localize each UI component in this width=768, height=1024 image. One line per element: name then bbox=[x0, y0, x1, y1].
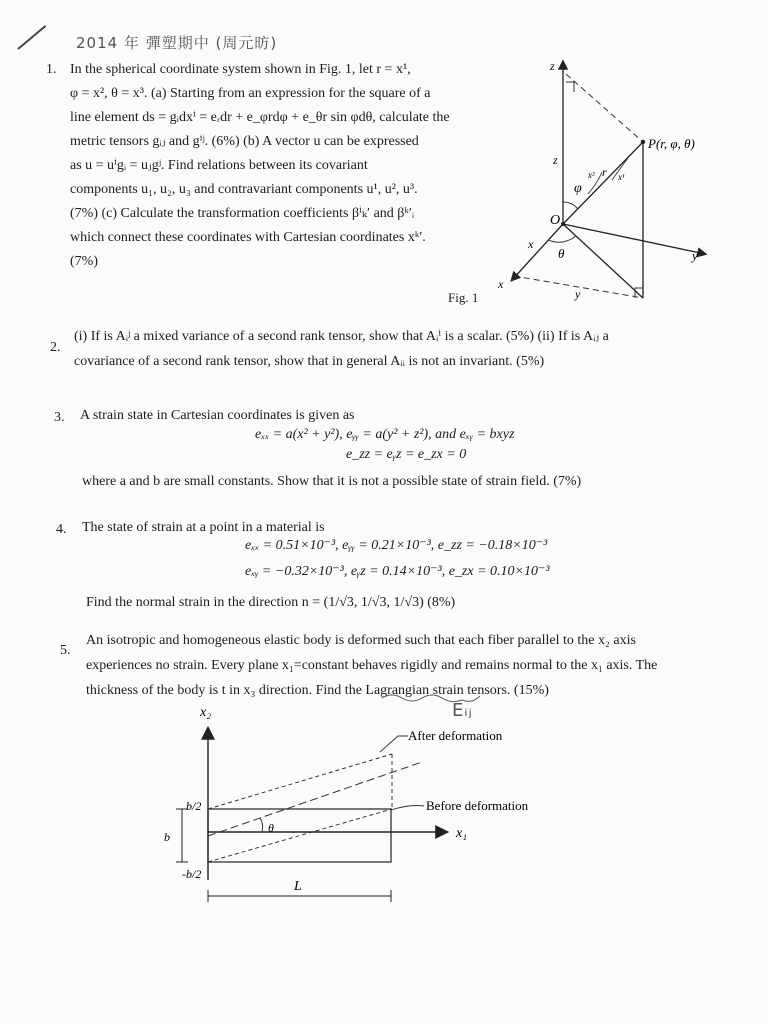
question-5-line: experiences no strain. Every plane x₁=constant behaves rigidly and remains normal to the x₁ axis. The bbox=[86, 658, 658, 673]
question-4-intro: The state of strain at a point in a material is bbox=[82, 520, 325, 535]
fig5-x2-label: x₂ bbox=[200, 705, 212, 720]
fig1-r-label: r bbox=[602, 165, 607, 179]
fig1-theta-label: θ bbox=[558, 246, 565, 261]
fig5-bottom-label: -b/2 bbox=[182, 867, 202, 881]
question-1-line: metric tensors gᵢⱼ and gⁱʲ. (6%) (b) A vector u can be expressed bbox=[70, 134, 419, 149]
question-1-line: as u = uⁱgᵢ = uⱼgʲ. Find relations between its covariant bbox=[70, 158, 368, 173]
figure-1-caption: Fig. 1 bbox=[448, 290, 479, 305]
question-5-line: An isotropic and homogeneous elastic body is deformed such that each fiber parallel to the x₂ axis bbox=[86, 633, 636, 648]
question-1-line: In the spherical coordinate system shown in Fig. 1, let r = x¹, bbox=[70, 62, 411, 77]
fig1-origin-label: O bbox=[550, 213, 561, 228]
question-1-line: (7%) bbox=[70, 254, 98, 269]
question-3-number: 3. bbox=[54, 410, 65, 425]
fig1-z-side-label: z bbox=[553, 153, 558, 167]
fig5-after-label: After deformation bbox=[408, 728, 503, 743]
fig1-point-label: P(r, φ, θ) bbox=[648, 136, 695, 151]
fig1-y-side-label: y bbox=[575, 287, 581, 301]
handwritten-eij-note: Eᵢⱼ bbox=[452, 700, 473, 721]
fig1-z-axis-label: z bbox=[550, 59, 555, 73]
question-2-text bbox=[74, 324, 724, 374]
question-3-equation-2: e_zz = eᵧz = e_zx = 0 bbox=[346, 447, 467, 462]
question-1-line: line element ds = gᵢdxⁱ = eᵣdr + e_φrdφ + e_θr sin φdθ, calculate the bbox=[70, 110, 450, 125]
fig1-y-axis-label: y bbox=[692, 248, 698, 263]
question-4-closing: Find the normal strain in the direction n = (1/√3, 1/√3, 1/√3) (8%) bbox=[86, 595, 456, 610]
corner-slash-mark bbox=[17, 25, 46, 50]
x-axis-line bbox=[512, 224, 563, 280]
question-1-text bbox=[70, 58, 482, 274]
figure-1-spherical-diagram bbox=[490, 52, 740, 312]
question-3-closing: where a and b are small constants. Show that it is not a possible state of strain field. (7%) bbox=[82, 474, 582, 489]
question-3-intro: A strain state in Cartesian coordinates is given as bbox=[80, 408, 355, 423]
question-4-equation-2: eₓᵧ = −0.32×10⁻³, eᵧz = 0.14×10⁻³, e_zx = 0.10×10⁻³ bbox=[245, 564, 550, 579]
fig5-top-label: b/2 bbox=[186, 799, 202, 813]
question-2-line: (i) If is Aᵢʲ a mixed variance of a second rank tensor, show that Aᵢⁱ is a scalar. (5%) (ii) If is Aᵢⱼ a bbox=[74, 329, 609, 344]
fig1-x1-label: x¹ bbox=[618, 172, 625, 182]
dashed-guide-top bbox=[566, 74, 643, 142]
question-2-number: 2. bbox=[50, 340, 61, 355]
handwritten-title: 2014 年 彈塑期中 (周元昉) bbox=[76, 34, 278, 52]
fig1-x-axis-label: x bbox=[498, 277, 504, 291]
fig1-phi-label: φ bbox=[574, 181, 582, 196]
question-1-line: (7%) (c) Calculate the transformation coefficients βⁱₖ′ and βᵏ′ᵢ bbox=[70, 206, 415, 221]
question-1-line: φ = x², θ = x³. (a) Starting from an expression for the square of a bbox=[70, 86, 431, 101]
fig1-x2-label: x² bbox=[588, 170, 595, 180]
fig5-angle-label: θ bbox=[268, 821, 274, 835]
question-4-equation-1: eₓₓ = 0.51×10⁻³, eᵧᵧ = 0.21×10⁻³, e_zz = −0.18×10⁻³ bbox=[245, 538, 548, 553]
fig5-length-label: L bbox=[294, 879, 302, 894]
fig1-x-side-label: x bbox=[528, 237, 534, 251]
question-5-number: 5. bbox=[60, 643, 71, 658]
question-1-line: components u₁, u₂, u₃ and contravariant components u¹, u², u³. bbox=[70, 182, 418, 197]
question-3-equation-1: eₓₓ = a(x² + y²), eᵧᵧ = a(y² + z²), and eₓᵧ = bxyz bbox=[255, 427, 515, 442]
fig5-height-label: b bbox=[164, 830, 170, 844]
fig5-before-label: Before deformation bbox=[426, 798, 529, 813]
fig5-x1-label: x₁ bbox=[456, 826, 468, 841]
question-1-number: 1. bbox=[46, 62, 57, 77]
question-4-number: 4. bbox=[56, 522, 67, 537]
question-5-line: thickness of the body is t in x₃ direction. Find the Lagrangian strain tensors. (15%) bbox=[86, 683, 549, 698]
question-2-line: covariance of a second rank tensor, show that in general Aᵢᵢ is not an invariant. (5%) bbox=[74, 354, 545, 369]
question-1-line: which connect these coordinates with Cartesian coordinates xᵏ′. bbox=[70, 230, 426, 245]
y-axis-line bbox=[563, 224, 705, 254]
figure-5-deformation-diagram bbox=[160, 700, 529, 910]
